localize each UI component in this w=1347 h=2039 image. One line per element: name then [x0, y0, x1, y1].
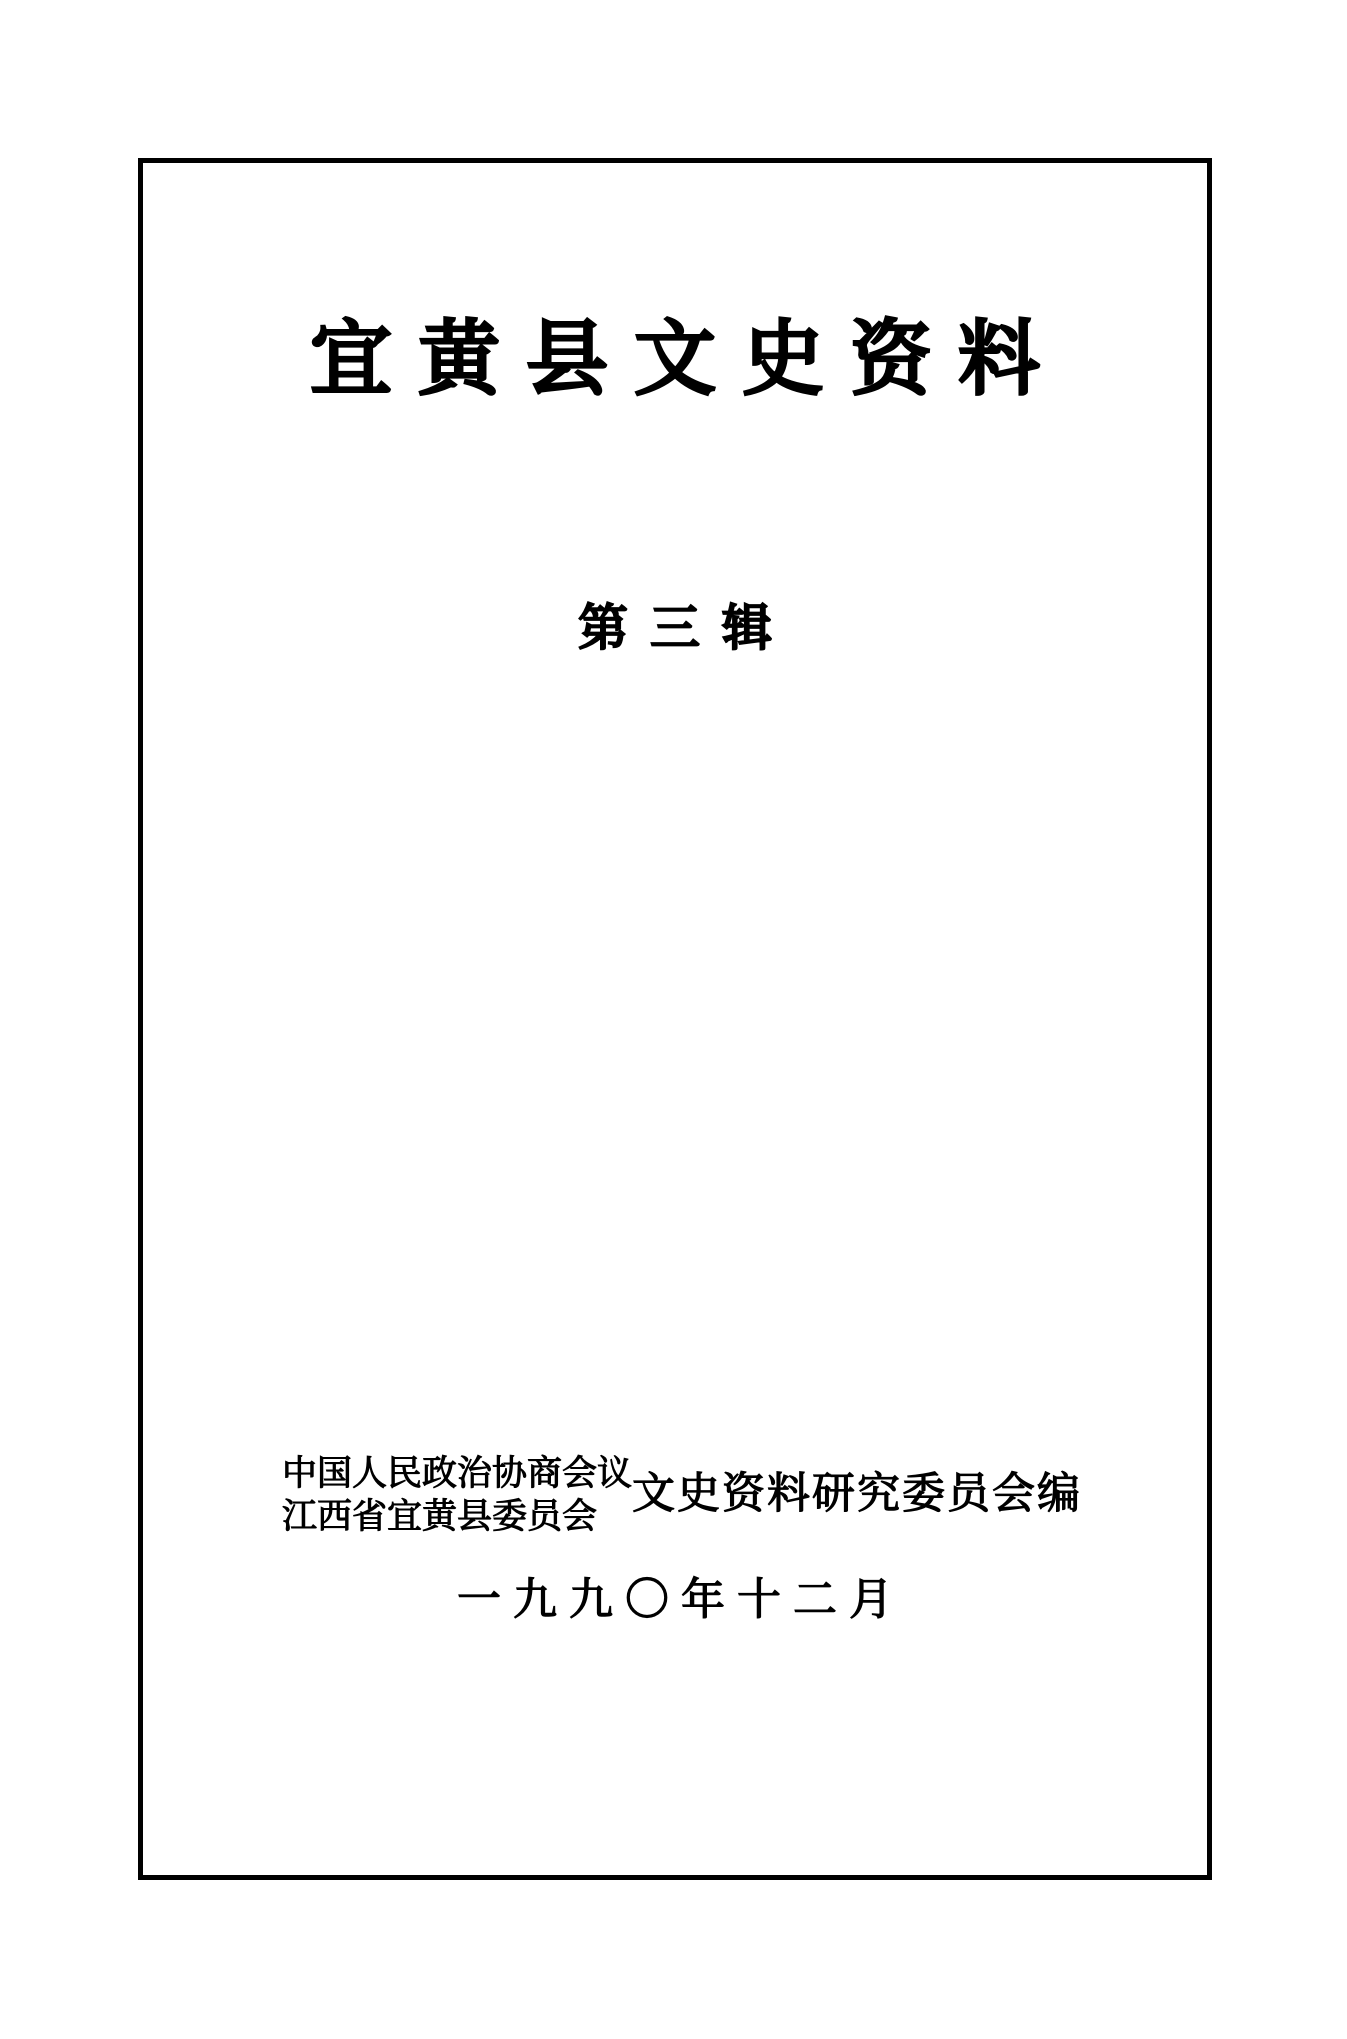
- volume-number: 第三辑: [578, 598, 794, 657]
- publisher-line-1: 中国人民政治协商会议: [281, 1453, 632, 1494]
- page-title: 宜黄县文史资料: [309, 311, 1066, 407]
- title-page-content: [143, 163, 1207, 1875]
- publication-date: 一九九〇年十二月: [457, 1574, 905, 1625]
- publisher-organization: [282, 1453, 632, 1538]
- publisher-line-2: 江西省宜黄县委员会: [281, 1495, 597, 1537]
- compiler-label: 文史资料研究委员会编: [632, 1469, 1082, 1520]
- publisher-block: [143, 1453, 1207, 1538]
- title-page-border: [138, 158, 1212, 1880]
